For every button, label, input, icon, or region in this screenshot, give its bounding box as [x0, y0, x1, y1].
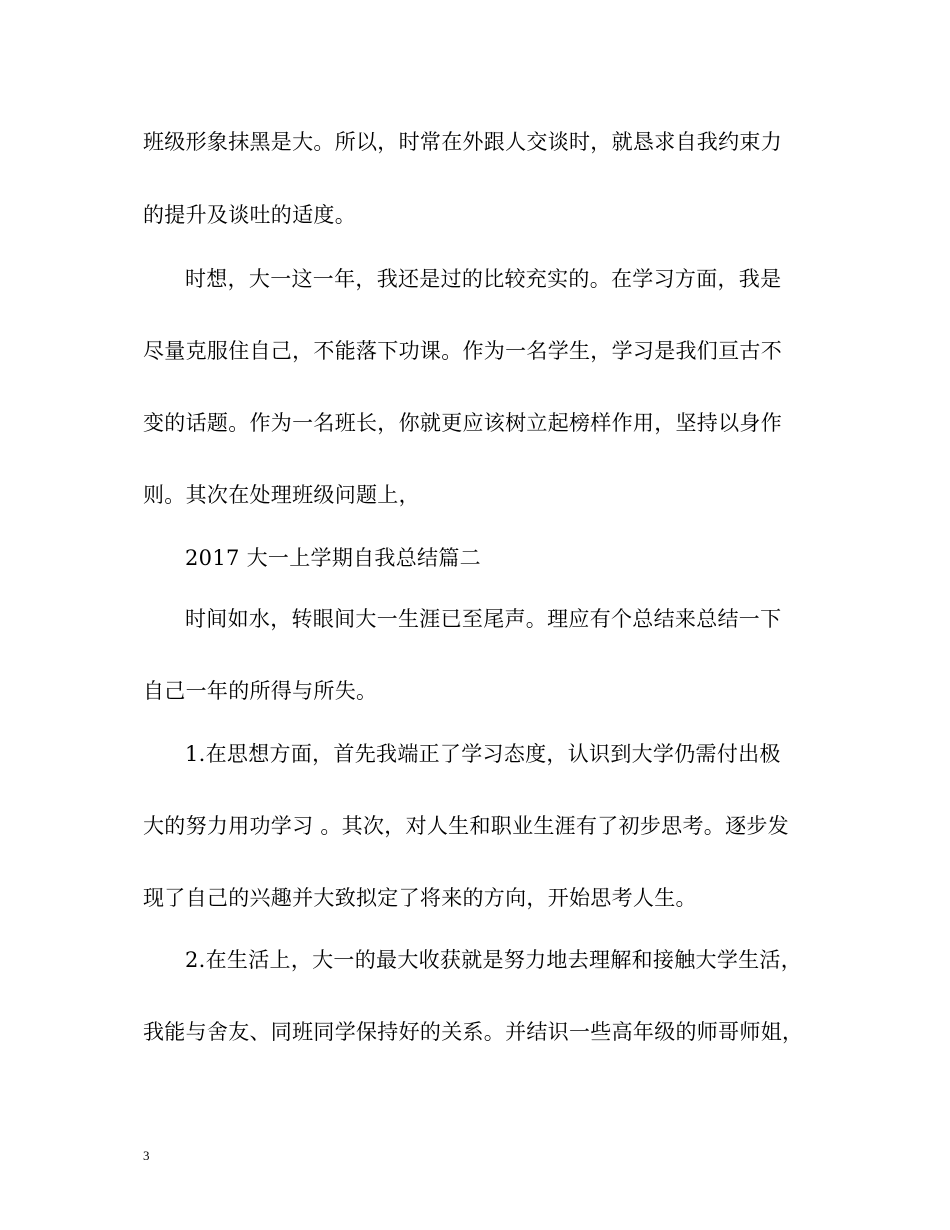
- list-item-line: 1.在思想方面，首先我端正了学习态度，认识到大学仍需付出极: [185, 742, 781, 766]
- text-line: 变的话题。作为一名班长，你就更应该树立起榜样作用，坚持以身作: [143, 411, 782, 435]
- text-line: 的提升及谈吐的适度。: [143, 203, 356, 227]
- paragraph-start-line: 时想，大一这一年，我还是过的比较充实的。在学习方面，我是: [185, 267, 782, 291]
- text-line: 则。其次在处理班级问题上，: [143, 483, 420, 507]
- text-line: 自己一年的所得与所失。: [143, 679, 378, 703]
- text-line: 现了自己的兴趣并大致拟定了将来的方向，开始思考人生。: [143, 886, 697, 910]
- section-heading: 2017 大一上学期自我总结篇二: [185, 546, 481, 570]
- text-line: 尽量克服住自己，不能落下功课。作为一名学生，学习是我们亘古不: [143, 339, 782, 363]
- text-line: 大的努力用功学习 。其次，对人生和职业生涯有了初步思考。逐步发: [143, 814, 789, 838]
- list-item-line: 2.在生活上，大一的最大收获就是努力地去理解和接触大学生活，: [185, 948, 803, 972]
- text-line: 我能与舍友、同班同学保持好的关系。并结识一些高年级的师哥师姐，: [143, 1020, 804, 1044]
- page-number: 3: [143, 1148, 150, 1163]
- paragraph-start-line: 时间如水，转眼间大一生涯已至尾声。理应有个总结来总结一下: [185, 607, 782, 631]
- text-line: 班级形象抹黑是大。所以，时常在外跟人交谈时，就恳求自我约束力: [143, 130, 782, 154]
